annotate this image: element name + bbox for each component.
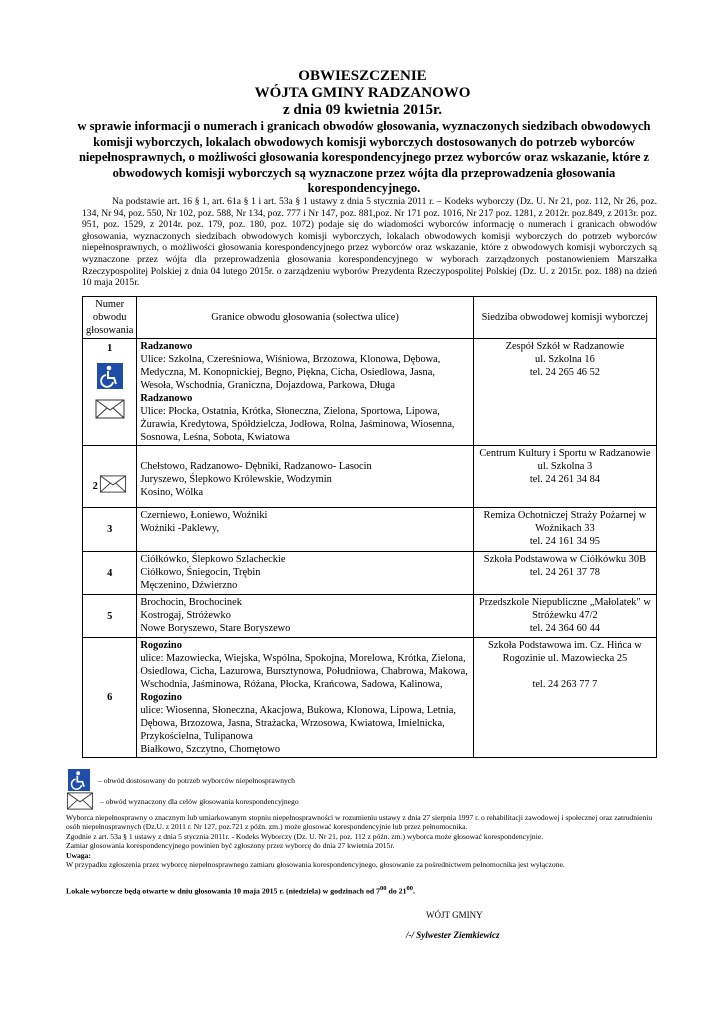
table-row — [83, 595, 657, 638]
bounds-line: Ciółkowo, Śniegocin, Trębin — [140, 567, 261, 578]
note-heading: Uwaga: — [66, 850, 91, 860]
commission-seat — [473, 446, 656, 508]
bounds-line: Czerniewo, Łoniewo, Woźniki — [140, 510, 268, 521]
envelope-icon — [86, 399, 133, 423]
district-bounds — [137, 339, 473, 446]
table-row — [83, 339, 657, 446]
bounds-line: Brochocin, Brochocinek — [140, 597, 242, 608]
note: Wyborca niepełnosprawny o znacznym lub umiarkowanym stopniu niepełnosprawności w rozumieniu ustawy z dnia 27 sierpnia 1997 r. o rehabilitacji zawodowej i społecznej oraz zatrudnieniu osób niepełnosprawnych (Dz.U. z 2011 r. Nr 127, poz.721 z późn. zm.) może głosować korespondencyjnie lub przez pełnomocnika. — [66, 813, 653, 832]
bounds-line: Nowe Boryszewo, Stare Boryszewo — [140, 623, 291, 634]
district-bounds — [137, 638, 473, 758]
legend-text: – obwód dostosowany do potrzeb wyborców niepełnosprawnych — [98, 776, 295, 786]
envelope-icon — [66, 792, 94, 812]
bounds-line: Woźniki -Paklewy, — [140, 523, 220, 534]
doc-subject: w sprawie informacji o numerach i granicach obwodów głosowania, wyznaczonych siedzibach obwodowych komisji wyborczych, lokalach obwodowych komisji wyborczych dostosowanych do potrzeb wyborców niepełnosprawnych, o możliwości głosowania korespondencyjnego przez wyborców oraz wskazanie, które z obwodowych komisji wyborczych są wyznaczone przez wójta dla przeprowadzenia głosowania korespondencyjnego. — [77, 119, 651, 195]
bounds-line: Białkowo, Szczytno, Chomętowo — [140, 744, 281, 755]
opening-hours-text: do 21 — [386, 886, 407, 896]
district-number-cell — [83, 638, 137, 758]
legend-item-envelope — [66, 792, 666, 812]
district-number-cell — [83, 446, 137, 508]
legend-item-wheelchair — [66, 770, 666, 792]
commission-seat — [473, 508, 656, 552]
district-number-cell — [83, 339, 137, 446]
seat-address: Stróżewku 47/2 — [532, 610, 598, 621]
hour-superscript: 00 — [380, 885, 387, 892]
seat-address: Rogozinie ul. Mazowiecka 25 — [502, 653, 628, 664]
district-bounds — [137, 595, 473, 638]
district-number: 5 — [107, 610, 113, 622]
note: Zgodnie z art. 53a § 1 ustawy z dnia 5 stycznia 2011r. - Kodeks Wyborczy (Dz. U. Nr 21, poz. 112 z późn. zm.) wyborca może głosować korespondencyjnie. — [66, 831, 544, 841]
district-number: 6 — [107, 692, 113, 703]
col-header-number: Numer obwodu głosowania — [83, 297, 137, 339]
opening-hours-text: Lokale wyborcze będą otwarte w dniu głosowania 10 maja 2015 r. (niedziela) w godzinach od 7 — [66, 886, 381, 896]
note: W przypadku zgłoszenia przez wyborcę niepełnosprawnego zamiaru głosowania korespondencyjnego, głosowanie za pośrednictwem pełnomocnika jest wyłączone. — [66, 860, 565, 870]
district-bounds — [137, 508, 473, 552]
signature-role: WÓJT GMINY — [426, 910, 483, 920]
seat-name: Szkoła Podstawowa im. Cz. Hińca w — [487, 640, 642, 651]
seat-phone: tel. 24 261 37 78 — [529, 567, 600, 578]
bounds-line: Męczenino, Dźwierzno — [140, 580, 238, 591]
district-bounds — [137, 552, 473, 595]
table-row — [83, 446, 657, 508]
seat-name: Przedszkole Niepubliczne „Małolatek" w — [478, 597, 651, 608]
commission-seat — [473, 552, 656, 595]
commission-seat — [473, 339, 656, 446]
seat-phone: tel. 24 263 77 7 — [532, 679, 598, 690]
seat-name: Remiza Ochotniczej Straży Pożarnej w — [483, 510, 647, 521]
seat-phone: tel. 24 364 60 44 — [529, 623, 600, 634]
legend — [66, 770, 666, 812]
doc-authority: WÓJTA GMINY RADZANOWO — [254, 85, 471, 101]
streets-list: ulice: Wiosenna, Słoneczna, Akacjowa, Bukowa, Klonowa, Lipowa, Letnia, Dębowa, Brzozowa, Jasna, Strażacka, Wrzosowa, Kwiatowa, Imielnicka, Przykościelna, Tulipanowa — [140, 705, 456, 742]
seat-phone: tel. 24 265 46 52 — [529, 367, 600, 378]
district-number: 4 — [107, 567, 113, 579]
district-number-cell — [83, 595, 137, 638]
district-number: 3 — [107, 524, 113, 535]
district-bounds — [137, 446, 473, 508]
table-row — [83, 638, 657, 758]
seat-phone: tel. 24 261 34 84 — [529, 474, 600, 485]
streets-list: Ulice: Szkolna, Czereśniowa, Wiśniowa, Brzozowa, Klonowa, Dębowa, Medyczna, M. Konopnickiej, Begno, Piękna, Cicha, Osiedlowa, Jasna, Wesoła, Wschodnia, Graniczna, Dojazdowa, Parkowa, Długa — [140, 354, 441, 391]
doc-title: OBWIESZCZENIE — [298, 68, 427, 84]
streets-list: ulice: Mazowiecka, Wiejska, Wspólna, Spokojna, Morelowa, Krótka, Zielona, Osiedlowa, Cicha, Lazurowa, Bursztynowa, Południowa, Chabrowa, Makowa, Wschodnia, Jaśminowa, Różana, Płocka, Krańcowa, Sadowa, Kalinowa, — [140, 653, 468, 690]
bounds-line: Chełstowo, Radzanowo- Dębniki, Radzanowo- Lasocin — [140, 461, 372, 472]
locality-name: Rogozino — [140, 640, 182, 651]
commission-seat — [473, 595, 656, 638]
note: Zamiar głosowania korespondencyjnego powinien być zgłoszony przez wyborcę do dnia 27 kwietnia 2015r. — [66, 841, 395, 851]
district-number: 2 — [92, 480, 98, 492]
table-row — [83, 552, 657, 595]
table-row — [83, 508, 657, 552]
bounds-line: Kosino, Wólka — [140, 487, 204, 498]
signature-name: /-/ Sylwester Ziemkiewicz — [406, 930, 500, 940]
bounds-line: Ciółkówko, Ślepkowo Szlacheckie — [140, 554, 286, 565]
doc-date: z dnia 09 kwietnia 2015r. — [282, 102, 443, 118]
locality-name: Radzanowo — [140, 393, 193, 404]
seat-address: ul. Szkolna 16 — [535, 354, 595, 365]
bounds-line: Juryszewo, Ślepkowo Królewskie, Wodzymin — [140, 474, 332, 485]
envelope-icon — [99, 475, 127, 497]
table-header-row — [83, 297, 657, 339]
notes — [66, 813, 666, 869]
seat-name: Zespół Szkół w Radzanowie — [505, 341, 625, 352]
wheelchair-icon — [86, 363, 133, 393]
seat-name: Centrum Kultury i Sportu w Radzanowie — [479, 448, 651, 459]
seat-phone: tel. 24 161 34 95 — [529, 536, 600, 547]
streets-list: Ulice: Płocka, Ostatnia, Krótka, Słoneczna, Zielona, Sportowa, Lipowa, Żurawia, Kredytowa, Spółdzielcza, Jodłowa, Rolna, Jaśminowa, Wiosenna, Sosnowa, Leśna, Sobota, Kwiatowa — [140, 406, 455, 443]
opening-hours — [66, 885, 666, 896]
locality-name: Radzanowo — [140, 341, 193, 352]
doc-intro: Na podstawie art. 16 § 1, art. 61a § 1 i art. 53a § 1 ustawy z dnia 5 stycznia 2011 r. – Kodeks wyborczy (Dz. U. Nr 21, poz. 112, Nr 26, poz. 134, Nr 94, poz. 550, Nr 102, poz. 588, Nr 134, poz. 777 i Nr 147, poz. 881,poz. Nr 171 poz. 1016, Nr 217 poz. 1281, z 2012r. poz.849, z 2013r. poz. 951, poz. 1529, z 2014r. poz. 179, poz. 180, poz. 1072) podaje się do wiadomości wyborców informację o numerach i granicach obwodów głosowania, wyznaczonych siedzibach obwodowych komisji wyborczych, lokalach obwodowych komisji wyborczych do potrzeb wyborców niepełnosprawnych, o możliwości głosowania korespondencyjnego przez wyborców oraz wskazanie, które z obwodowych komisji wyborczych są wyznaczone przez wójta dla przeprowadzenia głosowania korespondencyjnego w wyborach zarządzonych postanowieniem Marszałka Rzeczypospolitej Polskiej z dnia 04 lutego 2015r. o zarządzeniu wyborów Prezydenta Rzeczypospolitej Polskiej (Dz. U. z 2015r. poz. 188) na dzień 10 maja 2015r. — [82, 196, 657, 289]
legend-text: – obwód wyznaczony dla celów głosowania korespondencyjnego — [100, 797, 299, 807]
districts-table — [82, 296, 657, 758]
commission-seat — [473, 638, 656, 758]
locality-name: Rogozino — [140, 692, 182, 703]
district-number: 1 — [107, 343, 113, 354]
col-header-bounds: Granice obwodu głosowania (sołectwa ulice) — [137, 297, 473, 339]
hour-superscript: 00 — [406, 885, 413, 892]
seat-address: ul. Szkolna 3 — [537, 461, 593, 472]
district-number-cell — [83, 552, 137, 595]
district-number-cell — [83, 508, 137, 552]
seat-name: Szkoła Podstawowa w Ciółkówku 30B — [483, 554, 647, 565]
col-header-seat: Siedziba obwodowej komisji wyborczej — [473, 297, 656, 339]
seat-address: Woźnikach 33 — [535, 523, 595, 534]
opening-hours-text: . — [412, 886, 415, 896]
bounds-line: Kostrogaj, Stróżewko — [140, 610, 231, 621]
wheelchair-icon — [66, 769, 92, 793]
